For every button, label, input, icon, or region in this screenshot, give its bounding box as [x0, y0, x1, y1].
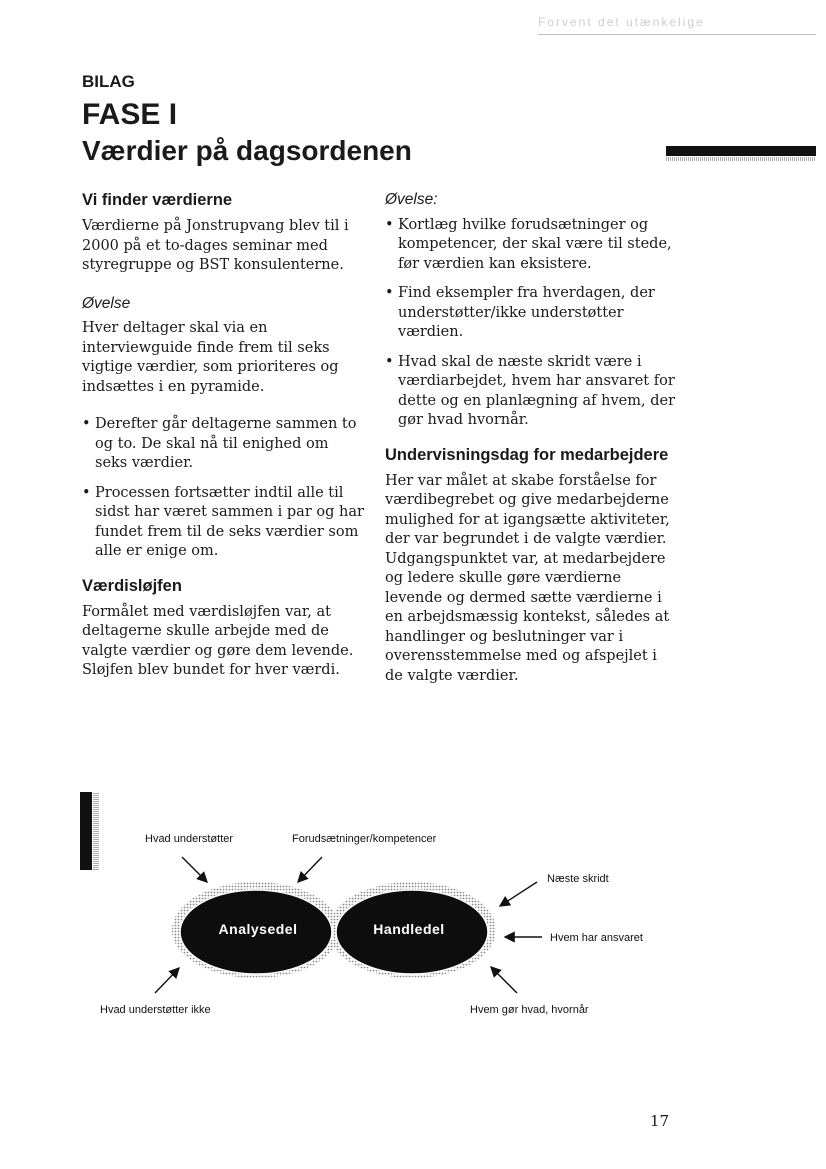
arrow-next-steps [500, 882, 537, 906]
arrow-not-supports [155, 968, 179, 993]
section-heading-vaerdisloejfen: Værdisløjfen [82, 576, 182, 595]
left-ellipse-label: Analysedel [218, 921, 298, 937]
bullet-item: • Find eksempler fra hverdagen, der understøtter/ikke understøtter værdien. [385, 284, 675, 343]
section-heading-vi-finder: Vi finder værdierne [82, 191, 233, 209]
label-prerequisites: Forudsætninger/kompetencer [292, 833, 437, 845]
exercise-heading-right: Øvelse: [385, 191, 438, 208]
section-paragraph-vi-finder: Værdierne på Jonstrupvang blev til i 2000 på et to-dages seminar med styregruppe og BST konsulenterne. [82, 218, 349, 273]
label-not-supports: Hvad understøtter ikke [100, 1004, 211, 1016]
exercise-heading-left: Øvelse [82, 294, 131, 312]
page-number: 17 [650, 1112, 670, 1130]
label-responsible: Hvem har ansvaret [550, 932, 643, 944]
label-supports: Hvad understøtter [145, 833, 234, 845]
bullet-item: • Kortlæg hvilke forudsætninger og kompetencer, der skal være til stede, før værdien kan eksistere. [385, 216, 675, 275]
section-paragraph-vaerdisloejfen: Formålet med værdisløjfen var, at deltagerne skulle arbejde med de valgte værdier og gøre dem levende. Sløjfen blev bundet for hver værdi. [82, 603, 354, 678]
label-next-steps: Næste skridt [547, 873, 609, 885]
label-who-what-when: Hvem gør hvad, hvornår [470, 1004, 589, 1016]
exercise-paragraph-left: Hver deltager skal via en interviewguide finde frem til seks vigtige værdier, som prioriteres og indsættes i en pyramide. [82, 320, 339, 395]
phase-heading: FASE I [82, 98, 178, 131]
running-head: Forvent det utænkelige [538, 15, 705, 29]
bullet-item: • Processen fortsætter indtil alle til sidst har været sammen i par og har fundet frem til de seks værdier som alle er enige om. [82, 484, 364, 562]
section-heading-undervisningsdag: Undervisningsdag for medarbejdere [385, 445, 669, 464]
bullet-item: • Hvad skal de næste skridt være i værdiarbejdet, hvem har ansvaret for dette og en planlægning af hvem, der gør hvad hvornår. [385, 353, 675, 431]
arrow-supports [182, 857, 207, 882]
arrow-who-what-when [491, 967, 517, 993]
right-ellipse-label: Handledel [373, 921, 445, 937]
page-title: Værdier på dagsordenen [82, 135, 412, 166]
section-label: BILAG [82, 72, 135, 91]
arrow-prerequisites [298, 857, 322, 882]
section-paragraph-undervisningsdag: Her var målet at skabe forståelse for værdibegrebet og give medarbejderne mulighed for at igangsætte aktiviteter, der var begrundet i de valgte værdier. Udgangspunktet var, at medarbejdere og ledere skulle gøre værdierne levende og dermed sætte værdierne i en arbejdsmæssig kontekst, således at handlinger og beslutninger var i overensstemmelse med og afspejlet i de valgte værdier. [385, 472, 670, 684]
bullet-item: • Derefter går deltagerne sammen to og to. De skal nå til enighed om seks værdier. [82, 415, 364, 474]
